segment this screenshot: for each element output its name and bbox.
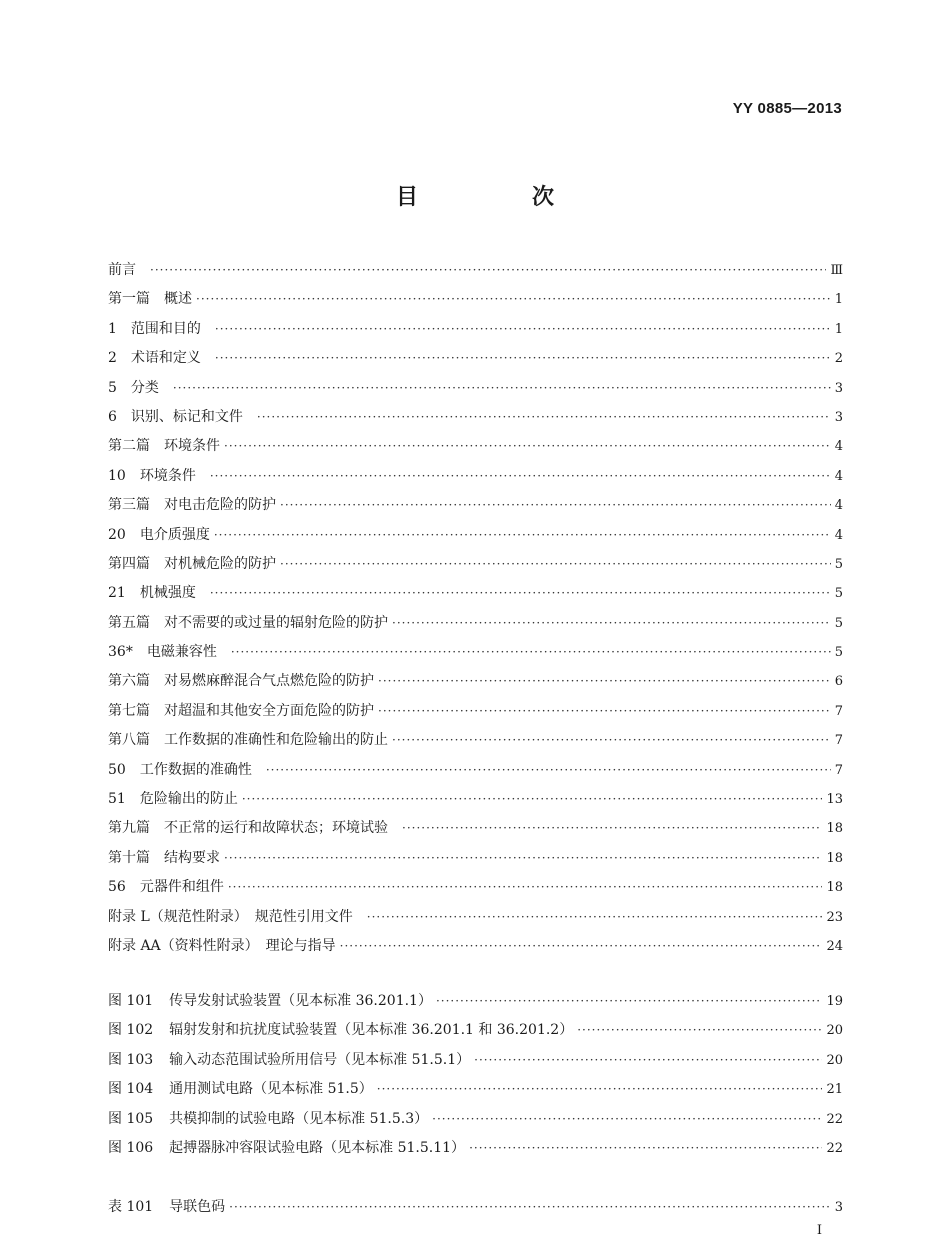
toc-entry[interactable] [108,873,843,902]
toc-entry[interactable] [108,344,843,373]
figure-entry[interactable] [108,1016,843,1045]
dot-leader [257,403,831,432]
dot-leader [215,344,831,373]
toc-entry[interactable] [108,609,843,638]
toc-entry[interactable] [108,697,843,726]
toc-entry-label: 电磁兼容性 [146,644,217,661]
toc-entry-page: 1 [834,292,843,308]
toc-entry-page: 4 [834,439,843,455]
table-entry[interactable] [108,1193,843,1222]
dot-leader [210,462,831,491]
toc-entry-page: 5 [834,556,843,572]
figure-entry-number: 图 102 [108,1022,154,1039]
dot-leader [378,697,831,726]
toc-entry-page: 4 [834,527,843,543]
figure-entry-label: 传导发射试验装置（见本标准 36.201.1） [169,993,432,1009]
toc-entry-label: 元器件和组件 [139,879,224,896]
toc-entry-label: 第二篇 环境条件 [108,438,220,455]
toc-entry-label: 附录 AA（资料性附录） 理论与指导 [108,937,336,954]
dot-leader [392,726,831,755]
figure-entry[interactable] [108,1046,843,1075]
toc-entry-number: 50 [108,761,126,778]
figure-entry-page: 20 [826,1052,843,1068]
figure-entry-number: 图 104 [108,1081,154,1098]
dot-leader [150,256,826,285]
dot-leader [266,756,831,785]
toc-entry-label: 第四篇 对机械危险的防护 [108,555,276,572]
toc-entry[interactable] [108,726,843,755]
dot-leader [280,550,831,579]
dot-leader [378,667,831,696]
toc-entry-label: 电介质强度 [139,526,210,543]
toc-entry-page: 18 [826,850,843,866]
toc-entry[interactable] [108,814,843,843]
dot-leader [215,315,831,344]
toc-entry[interactable] [108,579,843,608]
dot-leader [474,1046,822,1075]
figure-entry-number: 图 101 [108,993,154,1009]
toc-entry-page: 24 [826,938,843,954]
toc-entry-label: 危险输出的防止 [139,791,238,808]
toc-entry-number: 1 [108,320,117,337]
dot-leader [228,873,823,902]
toc-entry-page: 1 [834,321,843,337]
toc-entry[interactable] [108,844,843,873]
toc-entry-page: 6 [834,674,843,690]
toc-entry[interactable] [108,256,843,285]
toc-entry[interactable] [108,491,843,520]
toc-entry-label: 环境条件 [139,467,196,484]
dot-leader [173,374,831,403]
toc-entry-page: 4 [834,498,843,514]
toc-entry-page: 2 [834,351,843,367]
toc-entry[interactable] [108,638,843,667]
toc-entry-page: 7 [834,703,843,719]
toc-entry[interactable] [108,550,843,579]
toc-entry-page: 7 [834,733,843,749]
toc-entry[interactable] [108,462,843,491]
toc-entry-page: 3 [834,409,843,425]
dot-leader [280,491,831,520]
dot-leader [377,1075,823,1104]
figure-entry-number: 图 103 [108,1051,154,1068]
figure-entry-number: 图 105 [108,1110,154,1127]
dot-leader [340,932,823,961]
figure-entry-page: 22 [826,1140,843,1156]
toc-entry-number: 56 [108,879,126,896]
figure-entry-label: 共模抑制的试验电路（见本标准 51.5.3） [169,1110,429,1127]
toc-entry-label: 前言 [108,262,136,278]
toc-entry-page: 3 [834,380,843,396]
figure-entry-label: 起搏器脉冲容限试验电路（见本标准 51.5.11） [169,1139,466,1156]
toc-entry[interactable] [108,315,843,344]
toc-entry-label: 工作数据的准确性 [139,761,252,778]
dot-leader [392,609,831,638]
table-list [108,1193,843,1222]
dot-leader [577,1016,822,1045]
toc-entry[interactable] [108,756,843,785]
toc-entry-number: 10 [108,467,126,484]
toc-entry-number: 51 [108,791,126,808]
dot-leader [210,579,831,608]
toc-entry-number: 6 [108,408,117,425]
toc-entry-page: 7 [834,762,843,778]
toc-entry[interactable] [108,903,843,932]
dot-leader [367,903,823,932]
toc-entry[interactable] [108,785,843,814]
dot-leader [224,844,822,873]
toc-entry-page: 5 [834,586,843,602]
toc-entry-page: 5 [834,615,843,631]
toc-entry-label: 识别、标记和文件 [130,408,243,425]
dot-leader [224,432,831,461]
toc-entry-number: 2 [108,350,117,367]
toc-entry-label: 机械强度 [139,585,196,602]
toc-entry-number: 5 [108,379,117,396]
table-entry-label: 导联色码 [169,1199,226,1215]
dot-leader [231,638,831,667]
toc-entry[interactable] [108,432,843,461]
page-number: Ⅰ [816,1223,822,1238]
dot-leader [402,814,822,843]
table-entry-page: 3 [834,1200,843,1215]
toc-entry-number: 21 [108,585,126,602]
toc-entry-number: 20 [108,526,126,543]
toc-list [108,256,843,961]
toc-entry[interactable] [108,403,843,432]
toc-entry[interactable] [108,285,843,314]
toc-entry-label: 第三篇 对电击危险的防护 [108,497,276,514]
standard-code: YY 0885—2013 [732,100,842,117]
figure-entry-page: 19 [826,994,843,1009]
dot-leader [242,785,823,814]
dot-leader [229,1193,831,1222]
dot-leader [196,285,831,314]
toc-entry[interactable] [108,521,843,550]
dot-leader [469,1134,822,1163]
figure-entry-page: 20 [826,1023,843,1039]
figure-entry-label: 输入动态范围试验所用信号（见本标准 51.5.1） [169,1051,471,1068]
dot-leader [436,987,822,1016]
toc-entry-page: Ⅲ [830,263,843,278]
figure-entry[interactable] [108,987,843,1016]
toc-entry-label: 第六篇 对易燃麻醉混合气点燃危险的防护 [108,673,374,690]
dot-leader [214,521,831,550]
toc-entry-page: 23 [826,909,843,925]
toc-entry-page: 13 [826,792,843,808]
figure-entry[interactable] [108,1134,843,1163]
toc-entry[interactable] [108,932,843,961]
toc-entry-label: 范围和目的 [130,320,201,337]
toc-entry-label: 术语和定义 [130,350,201,367]
toc-entry-label: 第五篇 对不需要的或过量的辐射危险的防护 [108,614,388,631]
figure-entry-label: 辐射发射和抗扰度试验装置（见本标准 36.201.1 和 36.201.2） [169,1022,574,1039]
figure-entry-label: 通用测试电路（见本标准 51.5） [169,1081,373,1098]
figure-entry-number: 图 106 [108,1139,154,1156]
toc-entry-label: 第十篇 结构要求 [108,849,220,866]
page-title: 目 次 [395,185,600,210]
figure-entry-page: 22 [826,1111,843,1127]
toc-entry-label: 分类 [130,379,159,396]
figure-entry-page: 21 [826,1082,843,1098]
toc-entry-label: 附录 L（规范性附录） 规范性引用文件 [108,908,353,925]
toc-entry-label: 第九篇 不正常的运行和故障状态；环境试验 [108,820,388,837]
toc-entry-number: 36* [108,644,133,661]
table-entry-number: 表 101 [108,1199,154,1215]
toc-entry[interactable] [108,374,843,403]
toc-entry-page: 18 [826,821,843,837]
toc-entry-page: 4 [834,468,843,484]
toc-entry-label: 第八篇 工作数据的准确性和危险输出的防止 [108,732,388,749]
toc-entry-page: 18 [826,880,843,896]
dot-leader [432,1105,822,1134]
toc-entry-label: 第七篇 对超温和其他安全方面危险的防护 [108,702,374,719]
figure-entry[interactable] [108,1075,843,1104]
figure-entry[interactable] [108,1105,843,1134]
toc-entry-label: 第一篇 概述 [108,291,192,308]
toc-entry-page: 5 [834,645,843,661]
figure-list [108,987,843,1163]
toc-entry[interactable] [108,667,843,696]
